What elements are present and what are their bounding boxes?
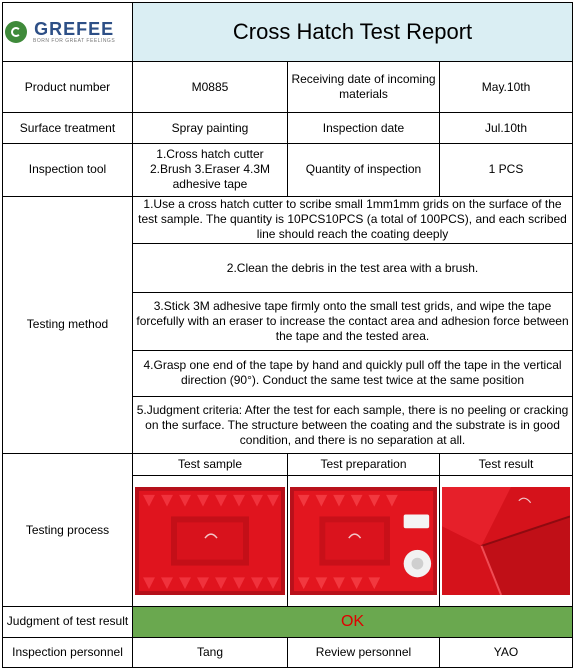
inspection-tool-label: Inspection tool — [3, 143, 133, 196]
inspection-personnel-value: Tang — [133, 637, 288, 667]
review-personnel-label: Review personnel — [288, 637, 440, 667]
testing-method-step: 3.Stick 3M adhesive tape firmly onto the small test grids, and wipe the tape forcefully with an eraser to increase the contact area and adhesion force between the tape and the tested area. — [133, 292, 573, 350]
logo-mark-icon — [5, 21, 27, 43]
inspection-date-value: Jul.10th — [440, 113, 573, 143]
logo-cell — [3, 3, 133, 62]
inspection-personnel-label: Inspection personnel — [3, 637, 133, 667]
column-header-test-result: Test result — [440, 454, 573, 476]
testing-method-label: Testing method — [3, 196, 133, 453]
test-sample-photo-cell — [133, 476, 288, 607]
test-result-photo — [442, 487, 570, 595]
product-number-label: Product number — [3, 61, 133, 113]
column-header-test-preparation: Test preparation — [288, 454, 440, 476]
review-personnel-value: YAO — [440, 637, 573, 667]
judgment-result: OK — [133, 607, 573, 637]
testing-method-step: 4.Grasp one end of the tape by hand and quickly pull off the tape in the vertical direction (90°). Conduct the same test twice at the same position — [133, 350, 573, 397]
testing-process-label: Testing process — [3, 454, 133, 607]
logo-tagline: BORN FOR GREAT FEELINGS — [33, 37, 116, 44]
receiving-date-value: May.10th — [440, 61, 573, 113]
inspection-tool-value: 1.Cross hatch cutter 2.Brush 3.Eraser 4.3M adhesive tape — [133, 143, 288, 196]
logo-word: GREFEE — [34, 18, 115, 39]
report-title: Cross Hatch Test Report — [133, 3, 573, 62]
surface-treatment-value: Spray painting — [133, 113, 288, 143]
test-preparation-photo — [290, 487, 437, 595]
test-sample-photo — [135, 487, 285, 595]
test-preparation-photo-cell — [288, 476, 440, 607]
surface-treatment-label: Surface treatment — [3, 113, 133, 143]
quantity-label: Quantity of inspection — [288, 143, 440, 196]
testing-method-step: 1.Use a cross hatch cutter to scribe small 1mm1mm grids on the surface of the test sample. The quantity is 10PCS10PCS (a total of 100PCS), and each scribed line should reach the coating deeply — [133, 196, 573, 244]
inspection-date-label: Inspection date — [288, 113, 440, 143]
receiving-date-label: Receiving date of incoming materials — [288, 61, 440, 113]
testing-method-step: 5.Judgment criteria: After the test for each sample, there is no peeling or cracking on the surface. The structure between the coating and the substrate is in good condition, and there is no separation at all. — [133, 397, 573, 454]
column-header-test-sample: Test sample — [133, 454, 288, 476]
judgment-label: Judgment of test result — [3, 607, 133, 637]
company-logo — [5, 20, 130, 44]
testing-method-step: 2.Clean the debris in the test area with a brush. — [133, 244, 573, 293]
product-number-value: M0885 — [133, 61, 288, 113]
test-result-photo-cell — [440, 476, 573, 607]
report-table — [2, 2, 573, 668]
quantity-value: 1 PCS — [440, 143, 573, 196]
